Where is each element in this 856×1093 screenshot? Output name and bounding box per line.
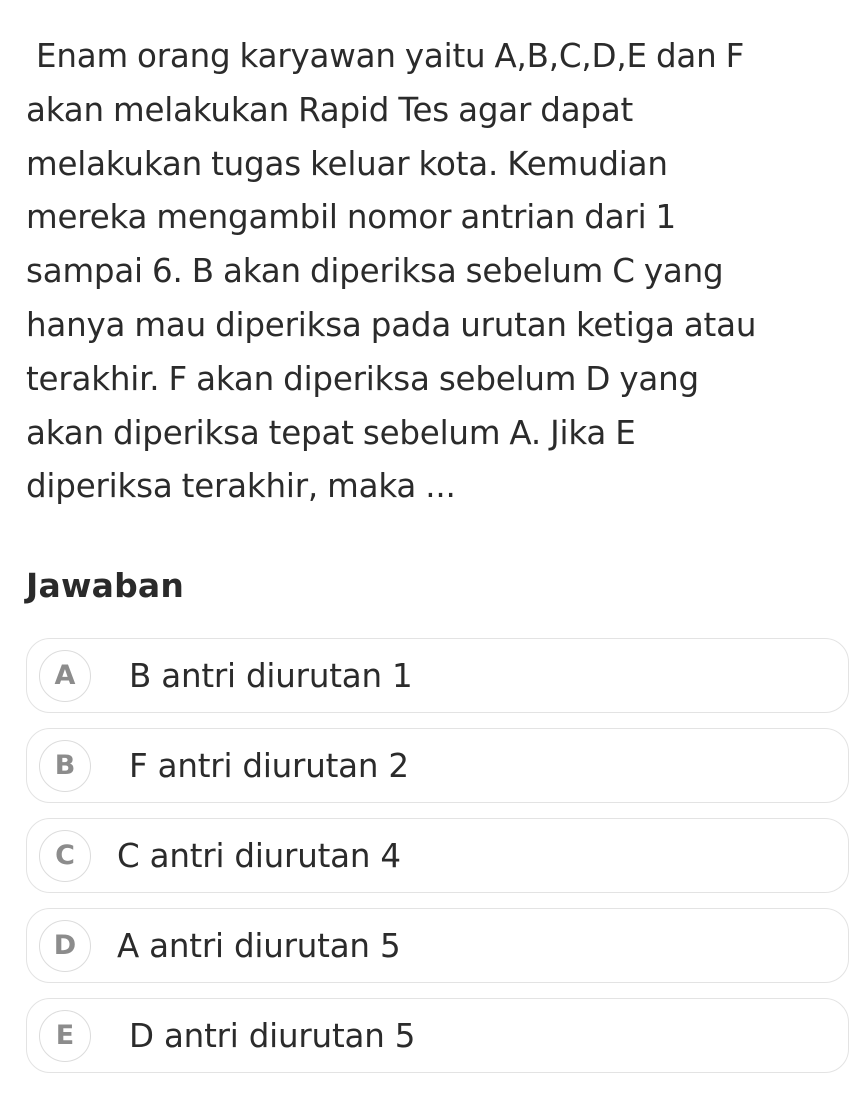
question-line: melakukan tugas keluar kota. Kemudian [26, 144, 668, 183]
option-text: F antri diurutan 2 [129, 746, 409, 785]
question-line: hanya mau diperiksa pada urutan ketiga atau [26, 305, 757, 344]
question-line: mereka mengambil nomor antrian dari 1 [26, 198, 677, 237]
option-e[interactable] [26, 998, 849, 1073]
option-text: D antri diurutan 5 [129, 1016, 416, 1055]
option-letter-badge: E [39, 1010, 91, 1062]
question-line: akan melakukan Rapid Tes agar dapat [26, 90, 634, 129]
question-text [26, 30, 831, 514]
option-d[interactable] [26, 908, 849, 983]
question-line: terakhir. F akan diperiksa sebelum D yang [26, 359, 699, 398]
question-line: sampai 6. B akan diperiksa sebelum C yang [26, 252, 724, 291]
question-line: diperiksa terakhir, maka ... [26, 467, 456, 506]
question-line: Enam orang karyawan yaitu A,B,C,D,E dan F [36, 37, 745, 75]
option-b[interactable] [26, 728, 849, 803]
option-letter-badge: A [39, 650, 91, 702]
option-letter-badge: D [39, 920, 91, 972]
option-text: B antri diurutan 1 [129, 656, 413, 695]
option-text: A antri diurutan 5 [117, 926, 401, 965]
option-letter-badge: C [39, 830, 91, 882]
option-letter-badge: B [39, 740, 91, 792]
answer-options [26, 638, 849, 1088]
option-c[interactable] [26, 818, 849, 893]
answer-heading: Jawaban [26, 566, 185, 605]
option-text: C antri diurutan 4 [117, 836, 401, 875]
question-line: akan diperiksa tepat sebelum A. Jika E [26, 413, 636, 452]
option-a[interactable] [26, 638, 849, 713]
